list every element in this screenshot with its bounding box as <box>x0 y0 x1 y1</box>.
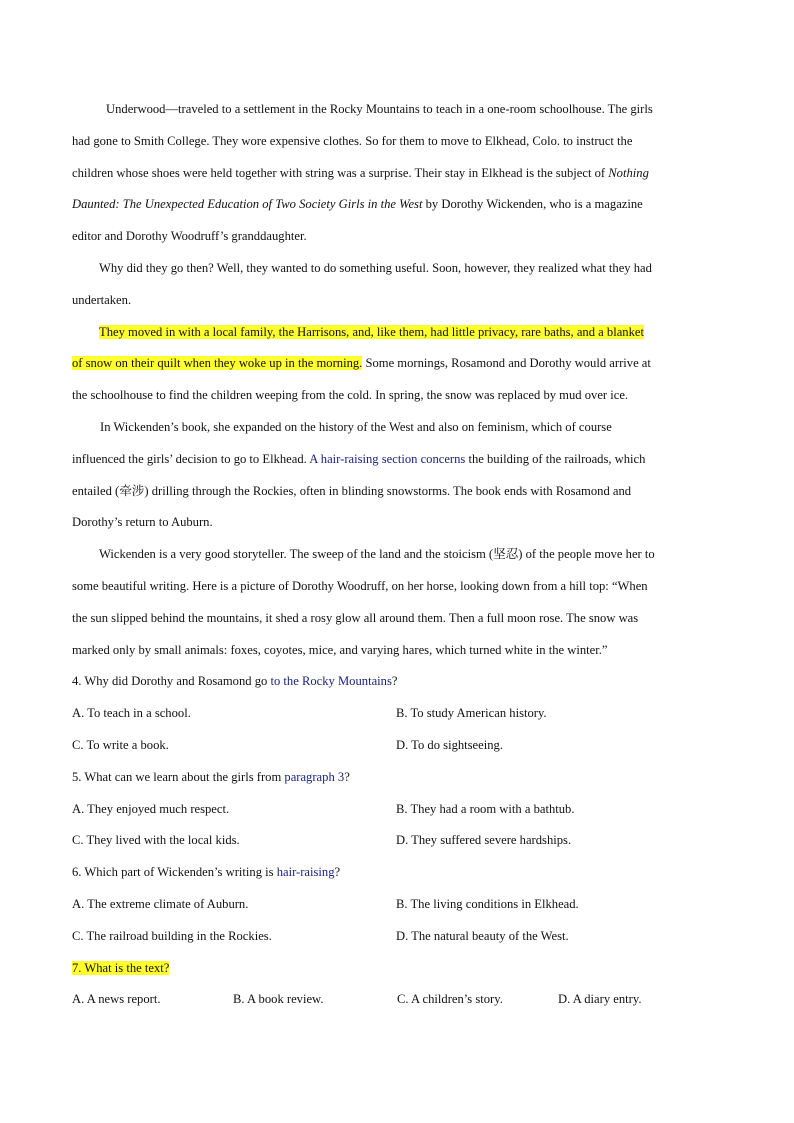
paragraph-4-line-1: In Wickenden’s book, she expanded on the history of the West and also on feminism, which of course <box>100 419 612 434</box>
paragraph-5-line-2: some beautiful writing. Here is a picture of Dorothy Woodruff, on her horse, looking down from a hill top: “When <box>72 578 648 593</box>
paragraph-4-line-2: influenced the girls’ decision to go to Elkhead. A hair-raising section concerns the building of the railroads, which <box>72 451 646 466</box>
book-title-part-1: Nothing <box>608 165 649 180</box>
paragraph-5-line-3: the sun slipped behind the mountains, it shed a rosy glow all around them. Then a full moon rose. The snow was <box>72 610 639 625</box>
question-4-options-row-2 <box>72 730 722 762</box>
question-6-stem: 6. Which part of Wickenden’s writing is hair-raising? <box>72 865 341 880</box>
paragraph-5-line-1: Wickenden is a very good storyteller. The sweep of the land and the stoicism (坚忍) of the people move her to <box>99 547 655 562</box>
blue-phrase: A hair-raising section concerns <box>309 451 466 466</box>
option-a: A. A news report. <box>72 992 161 1007</box>
paragraph-3-line-3: the schoolhouse to find the children weeping from the cold. In spring, the snow was replaced by mud over ice. <box>72 388 629 403</box>
question-4-stem: 4. Why did Dorothy and Rosamond go to the Rocky Mountains? <box>72 674 398 689</box>
question-5-stem: 5. What can we learn about the girls from paragraph 3? <box>72 769 350 784</box>
paragraph-1-line-1: Underwood—traveled to a settlement in the Rocky Mountains to teach in a one-room schoolhouse. The girls <box>106 102 653 116</box>
option-d: D. To do sightseeing. <box>396 737 503 752</box>
option-b: B. They had a room with a bathtub. <box>396 801 575 816</box>
option-d: D. The natural beauty of the West. <box>396 928 569 943</box>
option-a: A. They enjoyed much respect. <box>72 801 230 816</box>
paragraph-1-line-3: children whose shoes were held together with string was a surprise. Their stay in Elkhead is the subject of Nothing <box>72 165 649 180</box>
highlighted-text: of snow on their quilt when they woke up in the morning. <box>72 356 363 371</box>
option-d: D. A diary entry. <box>558 992 642 1007</box>
option-c: C. They lived with the local kids. <box>72 833 240 848</box>
option-b: B. To study American history. <box>396 706 547 721</box>
paragraph-5-line-4: marked only by small animals: foxes, coyotes, mice, and varying hares, which turned white in the winter.” <box>72 642 608 657</box>
highlighted-text: They moved in with a local family, the Harrisons, and, like them, had little privacy, rare baths, and a blanket <box>99 324 644 339</box>
question-5-options-row-2 <box>72 825 722 857</box>
option-c: C. To write a book. <box>72 737 169 752</box>
question-6-options-row-2 <box>72 921 722 953</box>
question-7-options-row <box>72 984 722 1016</box>
paragraph-3-line-1 <box>72 317 722 349</box>
paragraph-4-line-3: entailed (牵涉) drilling through the Rockies, often in blinding snowstorms. The book ends with Rosamond and <box>72 483 632 498</box>
paragraph-1-line-2: had gone to Smith College. They wore expensive clothes. So for them to move to Elkhead, Colo. to instruct the <box>72 133 633 148</box>
paragraph-1-line-4: Daunted: The Unexpected Education of Two Society Girls in the West by Dorothy Wickenden, who is a magazine <box>72 197 643 212</box>
option-a: A. The extreme climate of Auburn. <box>72 896 249 911</box>
paragraph-2-line-2: undertaken. <box>72 292 132 307</box>
question-4-options-row-1 <box>72 698 722 730</box>
question-5-options-row-1 <box>72 794 722 826</box>
paragraph-2-line-1: Why did they go then? Well, they wanted to do something useful. Soon, however, they realized what they had <box>99 260 652 275</box>
option-b: B. A book review. <box>233 992 324 1007</box>
book-title-part-2: Daunted: The Unexpected Education of Two Society Girls in the West <box>72 197 423 212</box>
option-d: D. They suffered severe hardships. <box>396 833 572 848</box>
option-c: C. The railroad building in the Rockies. <box>72 928 272 943</box>
paragraph-4-line-4: Dorothy’s return to Auburn. <box>72 515 213 530</box>
document-page <box>72 94 722 1016</box>
highlighted-text: 7. What is the text? <box>72 960 170 975</box>
question-6-options-row-1 <box>72 889 722 921</box>
paragraph-1-line-5: editor and Dorothy Woodruff’s granddaughter. <box>72 229 307 244</box>
option-a: A. To teach in a school. <box>72 706 191 721</box>
paragraph-3-line-2: of snow on their quilt when they woke up in the morning. Some mornings, Rosamond and Dorothy would arrive at <box>72 356 651 371</box>
option-b: B. The living conditions in Elkhead. <box>396 896 579 911</box>
question-7-stem <box>72 953 722 985</box>
option-c: C. A children’s story. <box>397 992 503 1007</box>
